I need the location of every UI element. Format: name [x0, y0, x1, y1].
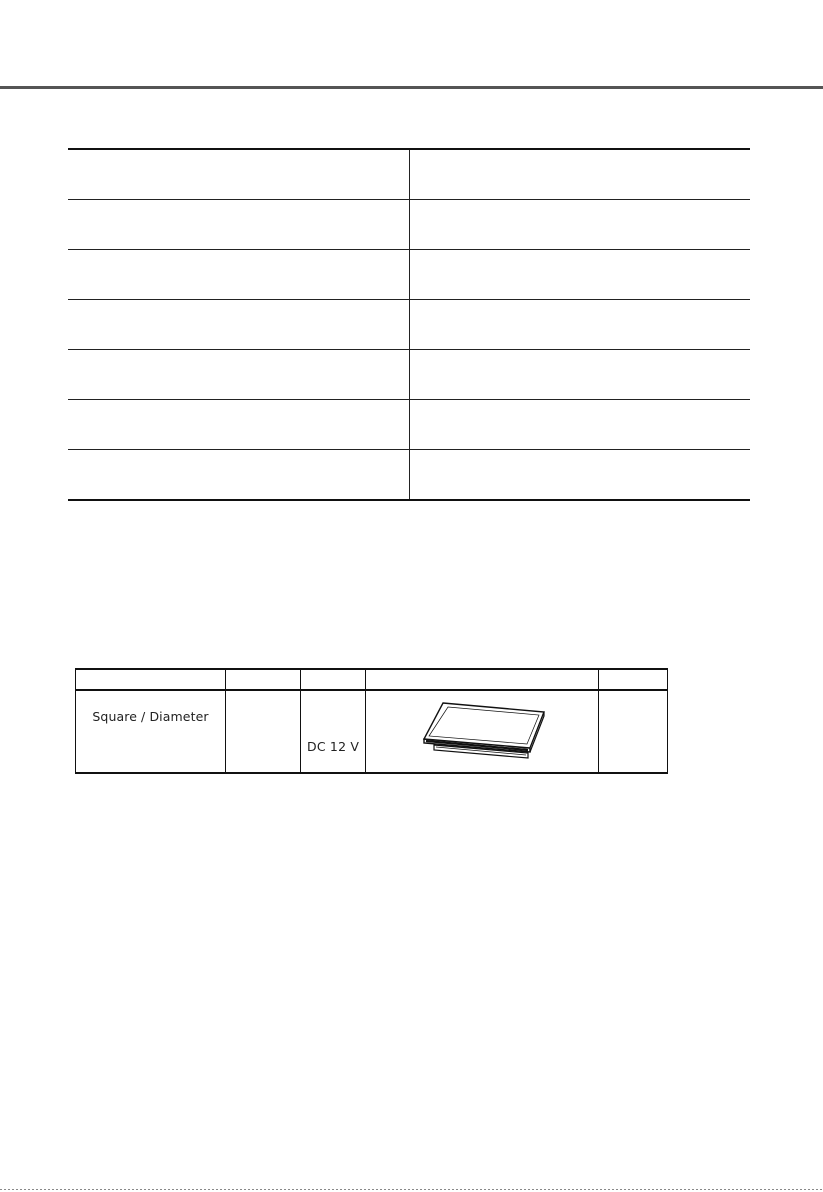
header-model	[226, 669, 301, 690]
model-table-header-row	[76, 669, 668, 690]
spec-label	[68, 200, 410, 250]
spec-value	[410, 400, 751, 450]
header-image	[366, 669, 599, 690]
table-row	[68, 200, 750, 250]
spec-value	[410, 300, 751, 350]
spec-label	[68, 350, 410, 400]
table-row	[68, 400, 750, 450]
header-qty	[599, 669, 668, 690]
spec-value	[410, 200, 751, 250]
spec-label	[68, 250, 410, 300]
table-row	[68, 350, 750, 400]
header-size	[76, 669, 226, 690]
table-row	[68, 450, 750, 501]
spec-label	[68, 450, 410, 501]
spec-label	[68, 149, 410, 200]
voltage-cell: DC 12 V	[301, 690, 366, 773]
size-cell: Square / Diameter	[76, 690, 226, 773]
image-cell	[366, 690, 599, 773]
spec-value	[410, 149, 751, 200]
spec-value	[410, 350, 751, 400]
model-cell	[226, 690, 301, 773]
qty-cell	[599, 690, 668, 773]
header-voltage	[301, 669, 366, 690]
spec-label	[68, 400, 410, 450]
bottom-rule	[0, 1189, 823, 1190]
model-table	[75, 668, 668, 774]
table-row	[68, 250, 750, 300]
spec-value	[410, 450, 751, 501]
specification-table	[68, 148, 750, 501]
spec-value	[410, 250, 751, 300]
table-row	[68, 300, 750, 350]
table-row	[68, 149, 750, 200]
header-rule	[0, 86, 823, 89]
table-row	[76, 690, 668, 773]
spec-label	[68, 300, 410, 350]
ceiling-panel-light-icon	[412, 699, 552, 761]
